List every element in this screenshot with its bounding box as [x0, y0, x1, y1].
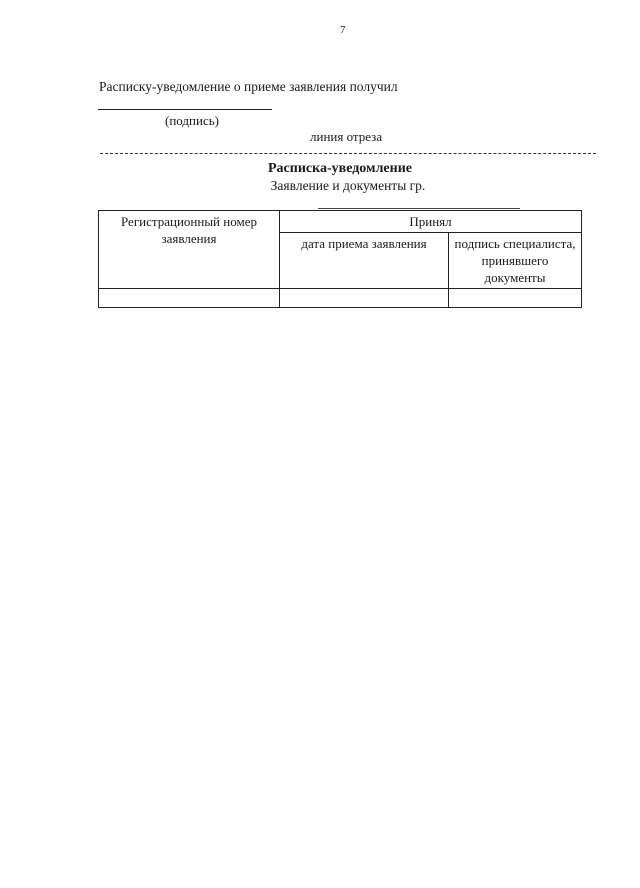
registration-number-cell[interactable]: [99, 289, 280, 308]
registration-number-header: Регистрационный номер заявления: [99, 211, 280, 289]
receipt-title: Расписка-уведомление: [268, 161, 412, 176]
signature-cell[interactable]: [449, 289, 582, 308]
receipt-table: [98, 210, 582, 308]
accepted-header: Принял: [280, 211, 582, 233]
table-header-row: [99, 211, 582, 233]
signature-caption: (подпись): [165, 113, 219, 128]
cut-line: [100, 153, 596, 154]
signature-line: [98, 109, 272, 110]
date-cell[interactable]: [280, 289, 449, 308]
receipt-subtitle: Заявление и документы гр.: [270, 178, 426, 193]
subtitle-underline: [318, 208, 520, 209]
table-row: [99, 289, 582, 308]
date-header: дата приема заявления: [280, 233, 449, 289]
signature-header: подпись специалиста, принявшего документы: [449, 233, 582, 289]
receipt-received-text: Расписку-уведомление о приеме заявления получил: [99, 79, 398, 94]
cut-line-label: линия отреза: [310, 129, 383, 144]
page-number: 7: [340, 24, 346, 36]
